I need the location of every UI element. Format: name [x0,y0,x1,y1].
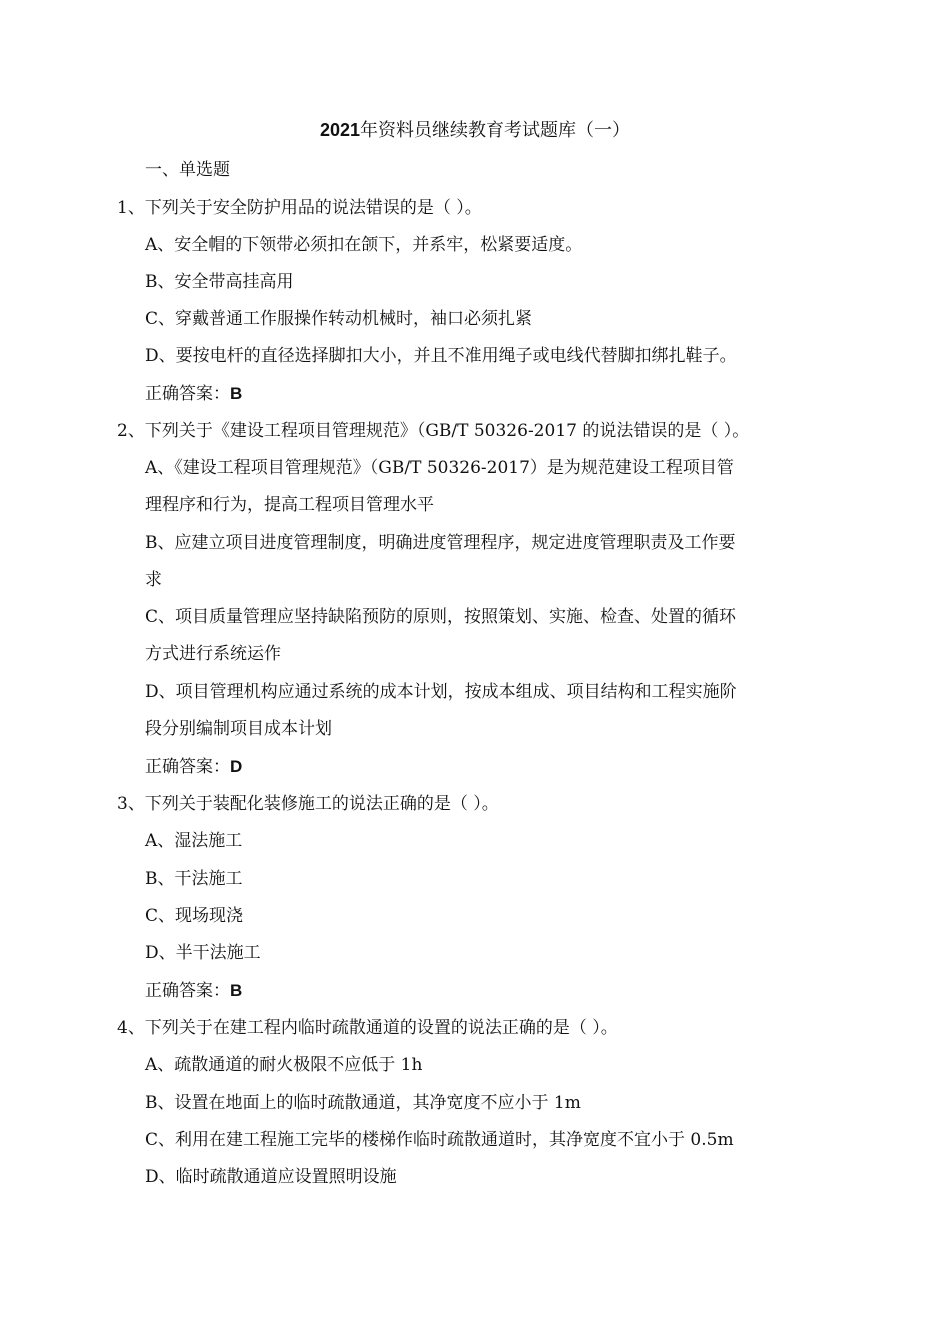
answer-value: D [230,757,243,776]
question-1-option-c: C、穿戴普通工作服操作转动机械时，袖口必须扎紧 [145,309,533,329]
question-2-option-a-line2: 理程序和行为，提高工程项目管理水平 [145,495,434,515]
question-3-option-d: D、半干法施工 [145,943,261,963]
question-3-answer [145,980,242,1002]
answer-label: 正确答案： [145,981,230,1001]
question-3-option-b: B、干法施工 [145,869,243,889]
question-4-stem: 4、下列关于在建工程内临时疏散通道的设置的说法正确的是（ ）。 [117,1018,618,1038]
question-1-answer [145,383,242,405]
title-text: 年资料员继续教育考试题库（一） [360,120,631,141]
question-3-stem: 3、下列关于装配化装修施工的说法正确的是（ ）。 [117,794,499,814]
question-2-option-d-line2: 段分别编制项目成本计划 [145,719,332,739]
question-2-option-c-line2: 方式进行系统运作 [145,644,281,664]
question-4-option-b: B、设置在地面上的临时疏散通道，其净宽度不应小于 1m [145,1093,581,1113]
question-2-option-a-line1: A、《建设工程项目管理规范》（GB/T 50326-2017）是为规范建设工程项目管 [145,458,734,478]
question-1-option-a: A、安全帽的下领带必须扣在颌下，并系牢，松紧要适度。 [145,235,583,255]
question-1-option-d: D、要按电杆的直径选择脚扣大小，并且不准用绳子或电线代替脚扣绑扎鞋子。 [145,346,737,366]
document-title [0,118,950,143]
answer-label: 正确答案： [145,757,230,777]
question-1-option-b: B、安全带高挂高用 [145,272,294,292]
answer-label: 正确答案： [145,384,230,404]
question-1-stem: 1、下列关于安全防护用品的说法错误的是（ ）。 [117,198,482,218]
question-2-option-b-line2: 求 [145,570,162,590]
answer-value: B [230,384,243,403]
question-3-option-a: A、湿法施工 [145,831,243,851]
question-4-option-a: A、疏散通道的耐火极限不应低于 1h [145,1055,423,1075]
question-3-option-c: C、现场现浇 [145,906,244,926]
question-2-option-d-line1: D、项目管理机构应通过系统的成本计划，按成本组成、项目结构和工程实施阶 [145,682,737,702]
question-2-stem: 2、下列关于《建设工程项目管理规范》（GB/T 50326-2017 的说法错误的是（ ）。 [117,421,750,441]
question-2-answer [145,756,242,778]
question-4-option-c: C、利用在建工程施工完毕的楼梯作临时疏散通道时，其净宽度不宜小于 0.5m [145,1130,734,1150]
title-year: 2021 [319,120,361,140]
question-4-option-d: D、临时疏散通道应设置照明设施 [145,1167,397,1187]
question-2-option-b-line1: B、应建立项目进度管理制度，明确进度管理程序，规定进度管理职责及工作要 [145,533,736,553]
section-heading: 一、单选题 [145,160,230,180]
answer-value: B [230,981,243,1000]
question-2-option-c-line1: C、项目质量管理应坚持缺陷预防的原则，按照策划、实施、检查、处置的循环 [145,607,737,627]
